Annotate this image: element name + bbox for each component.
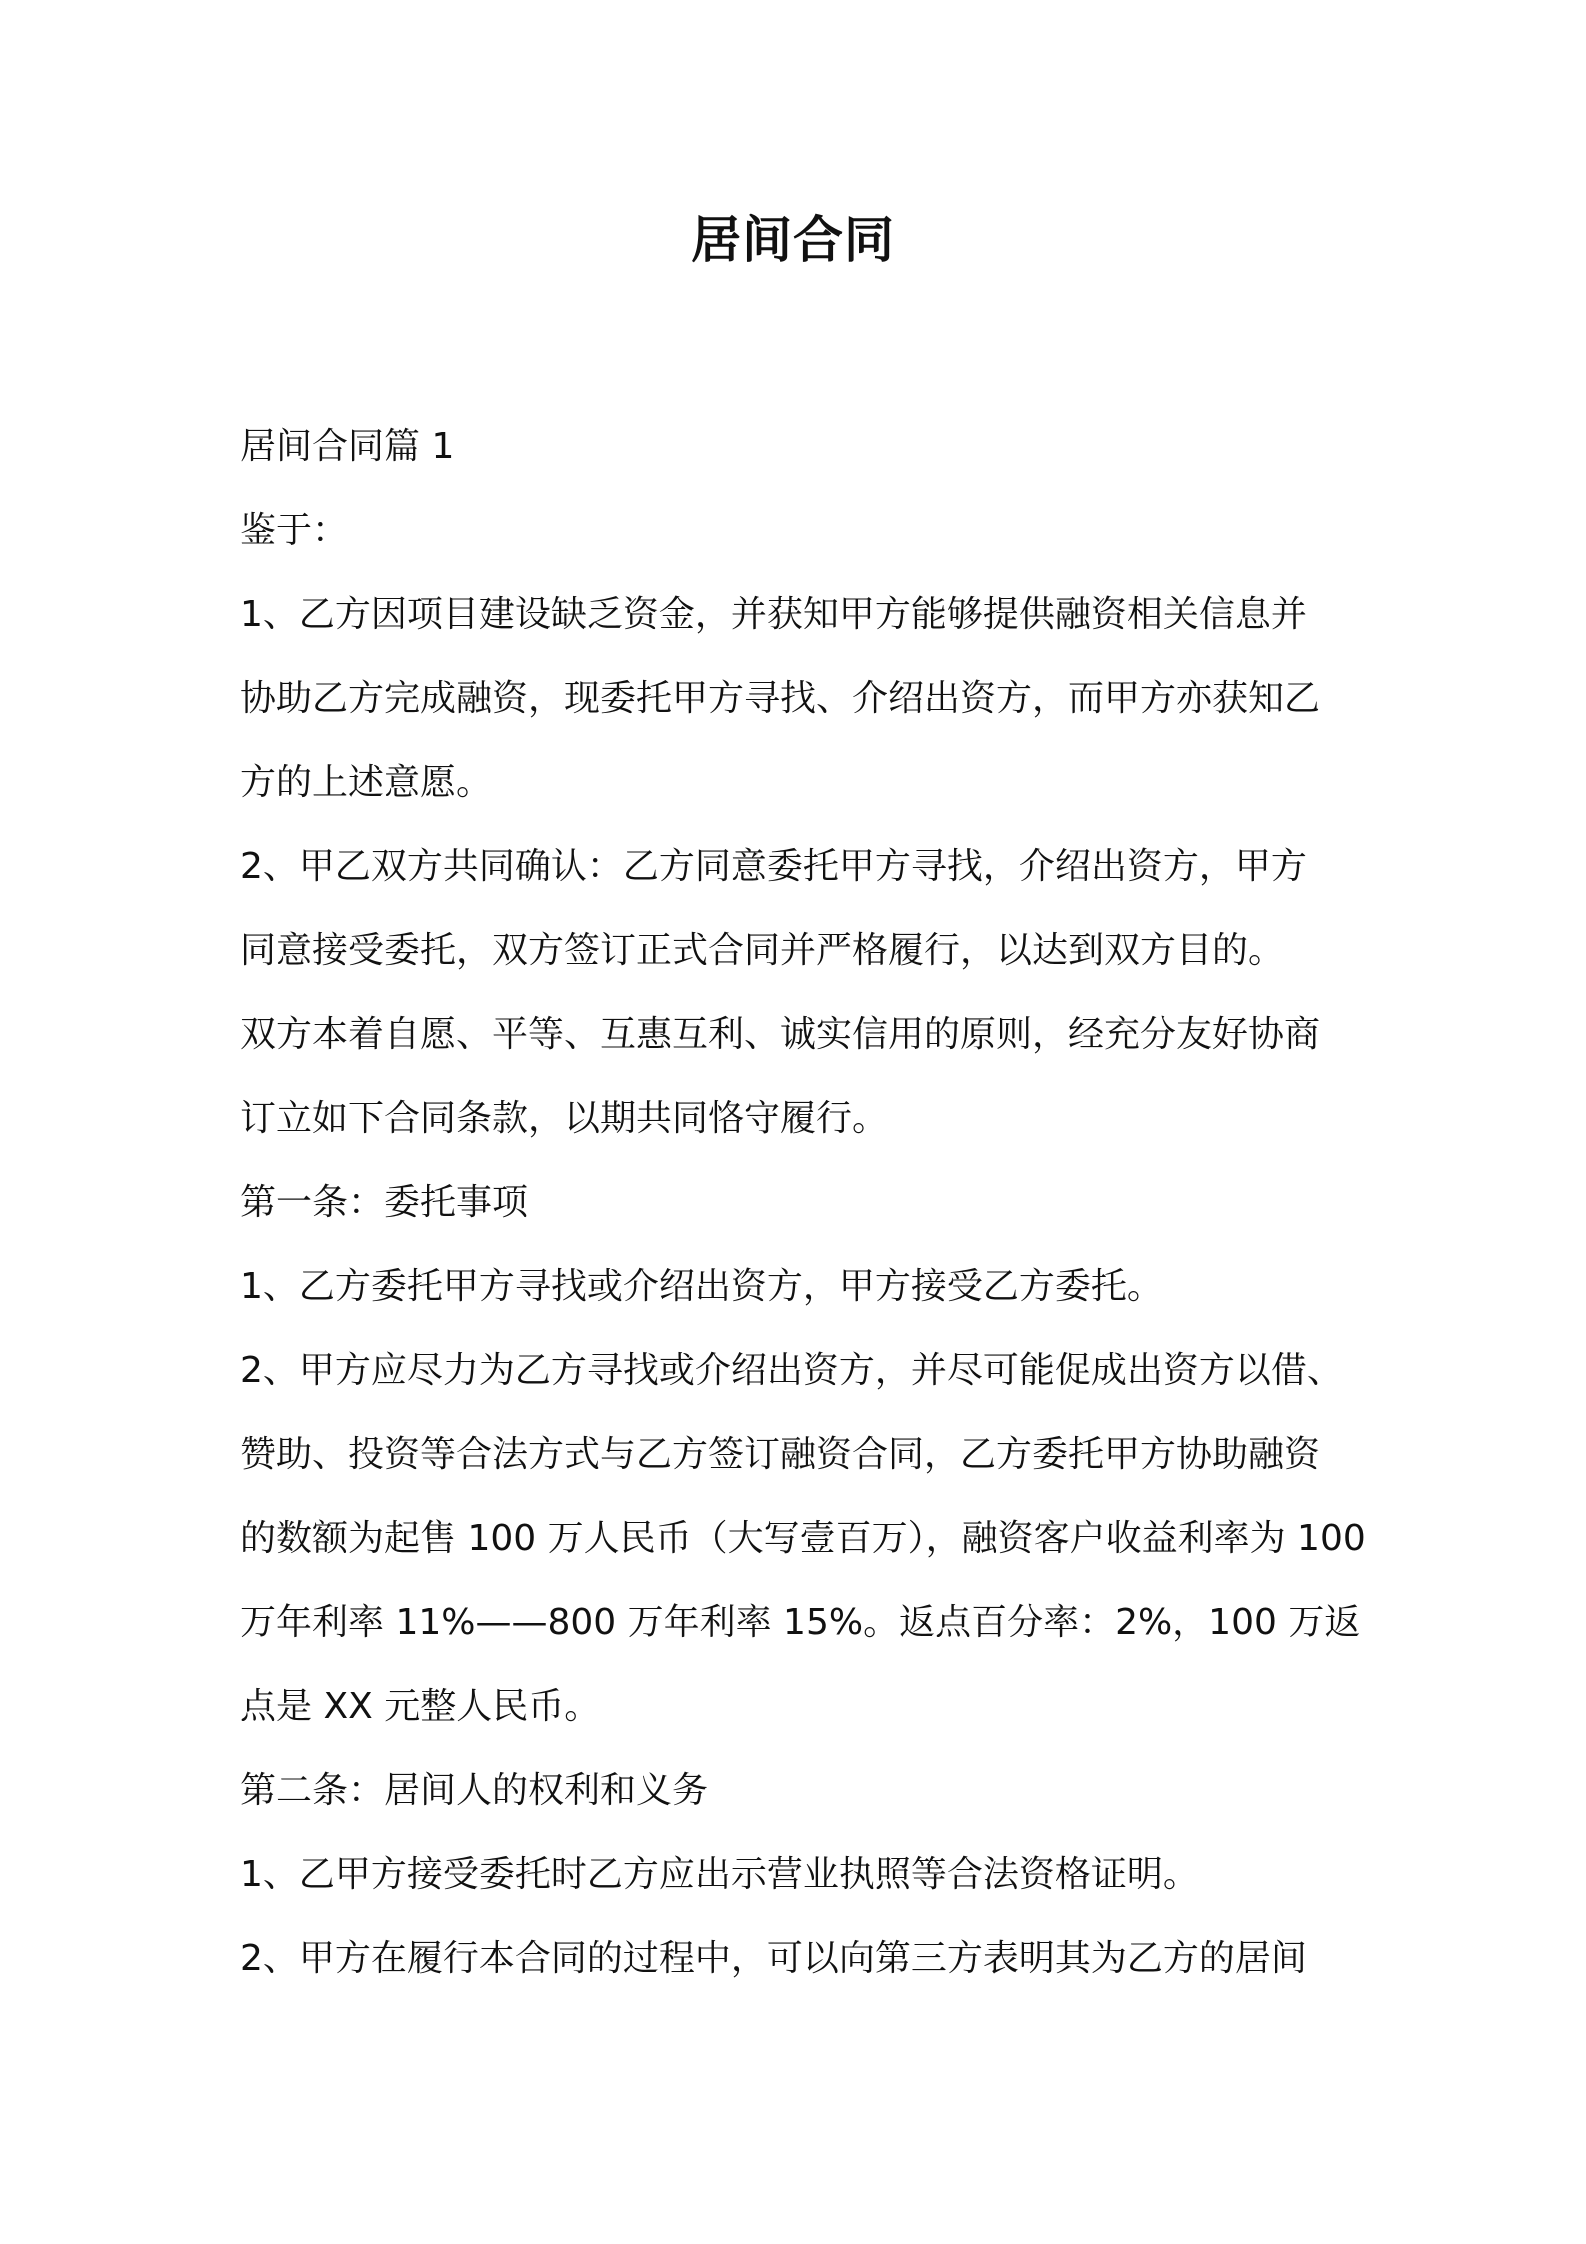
article-1-item-1 [240,1245,1380,1329]
preamble-item-1 [240,573,1380,825]
paragraph-line: 2、甲方在履行本合同的过程中，可以向第三方表明其为乙方的居间 [240,1938,1307,1979]
paragraph-line: 1、乙甲方接受委托时乙方应出示营业执照等合法资格证明。 [240,1854,1199,1895]
paragraph-line: 同意接受委托，双方签订正式合同并严格履行，以达到双方目的。 [240,930,1285,971]
section-heading: 居间合同篇 1 [240,426,455,467]
paragraph-line: 1、乙方因项目建设缺乏资金，并获知甲方能够提供融资相关信息并 [240,594,1307,635]
preamble-label: 鉴于： [240,510,349,551]
paragraph-line: 点是 XX 元整人民币。 [240,1686,601,1727]
paragraph-line: 的数额为起售 100 万人民币（大写壹百万），融资客户收益利率为 100 [240,1518,1366,1559]
paragraph-line: 方的上述意愿。 [240,762,493,803]
paragraph-line: 协助乙方完成融资，现委托甲方寻找、介绍出资方，而甲方亦获知乙 [240,678,1321,719]
document-body [240,405,1380,2001]
paragraph-line: 2、甲乙双方共同确认：乙方同意委托甲方寻找，介绍出资方，甲方 [240,846,1307,887]
paragraph-line: 双方本着自愿、平等、互惠互利、诚实信用的原则，经充分友好协商 [240,1014,1321,1055]
paragraph-line: 1、乙方委托甲方寻找或介绍出资方，甲方接受乙方委托。 [240,1266,1163,1307]
preamble-item-2 [240,825,1380,993]
preamble-principles [240,993,1380,1161]
article-2-item-1 [240,1833,1380,1917]
article-2-heading: 第二条：居间人的权利和义务 [240,1770,709,1811]
paragraph-line: 万年利率 11%——800 万年利率 15%。返点百分率：2%，100 万返 [240,1602,1361,1643]
document-title: 居间合同 [691,211,895,269]
paragraph-line: 2、甲方应尽力为乙方寻找或介绍出资方，并尽可能促成出资方以借、 [240,1350,1343,1391]
article-2-item-2 [240,1917,1380,2001]
article-1-heading: 第一条：委托事项 [240,1182,529,1223]
paragraph-line: 订立如下合同条款，以期共同恪守履行。 [240,1098,889,1139]
paragraph-line: 赞助、投资等合法方式与乙方签订融资合同，乙方委托甲方协助融资 [240,1434,1321,1475]
article-1-item-2 [240,1329,1380,1749]
